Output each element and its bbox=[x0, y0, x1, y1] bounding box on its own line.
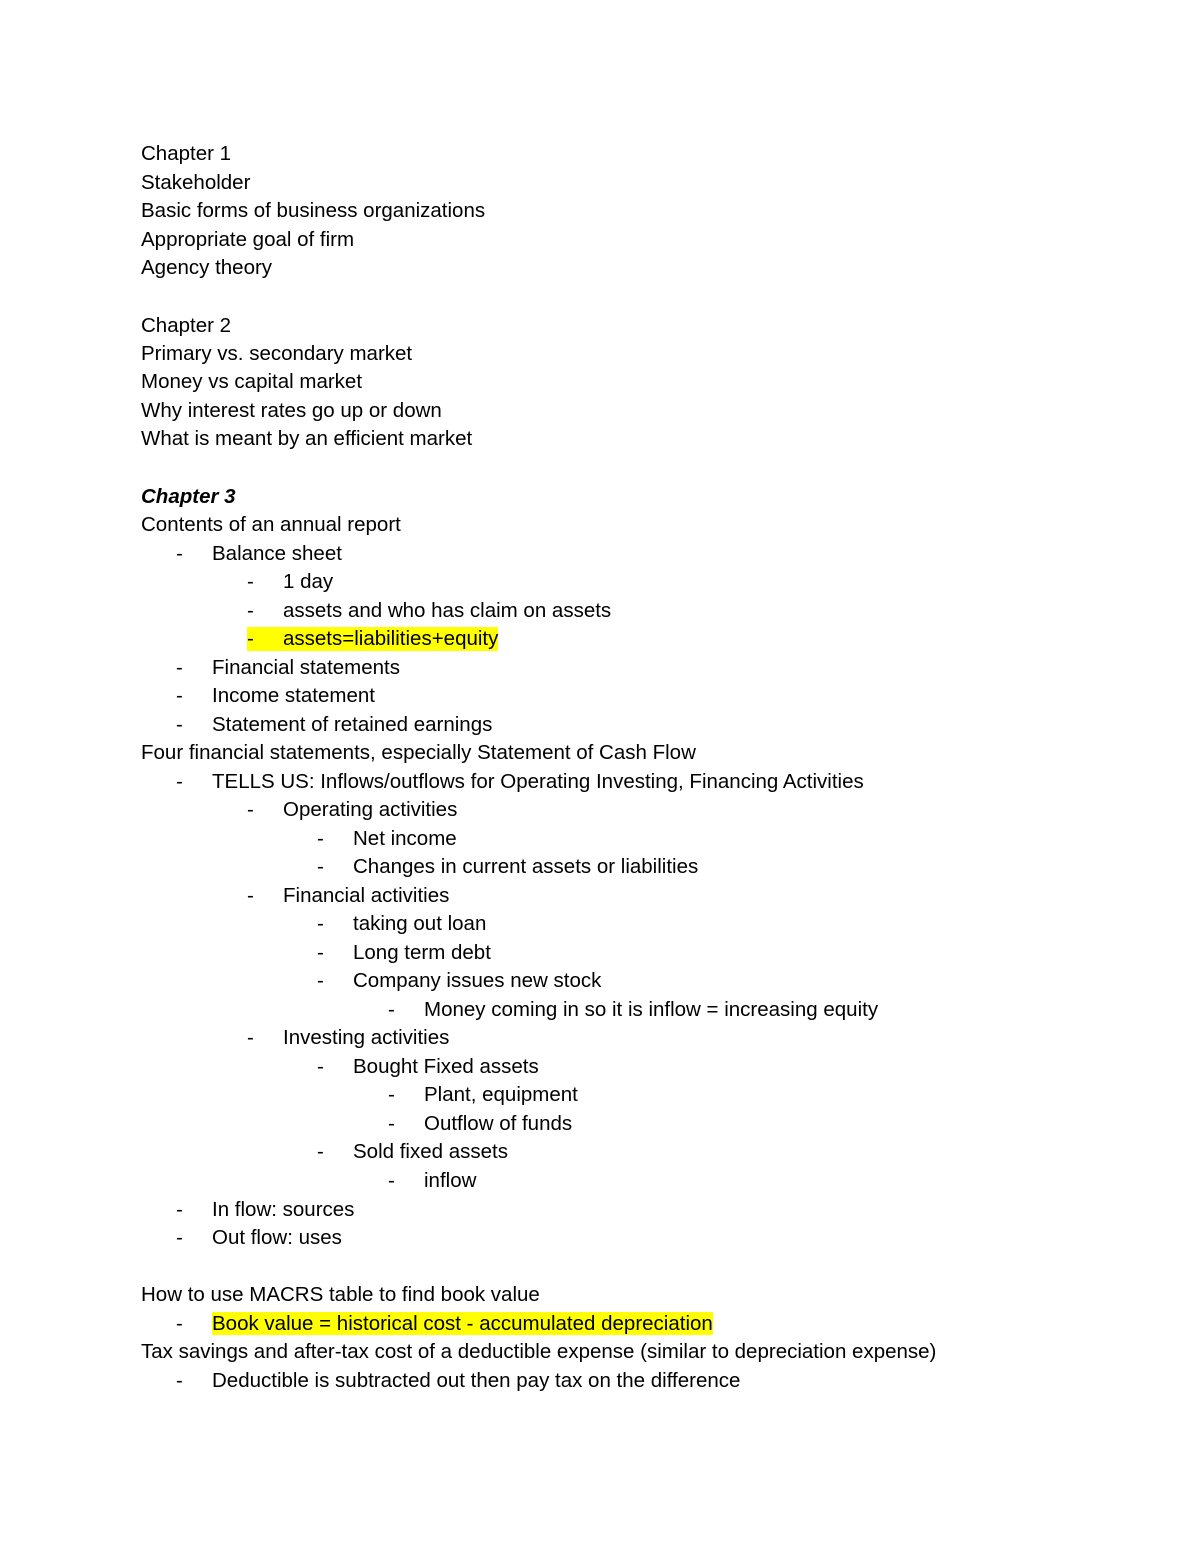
list-item-text: Financial statements bbox=[212, 656, 401, 679]
bullet-dash: - bbox=[247, 798, 254, 821]
list-item-text: Long term debt bbox=[353, 941, 491, 964]
chapter-1-heading: Chapter 1 bbox=[141, 142, 232, 165]
list-item bbox=[317, 969, 601, 993]
bullet-dash: - bbox=[317, 855, 324, 878]
bullet-dash: - bbox=[176, 656, 183, 679]
bullet-dash: - bbox=[317, 827, 324, 850]
list-item-text: 1 day bbox=[283, 570, 334, 593]
bullet-dash: - bbox=[176, 684, 183, 707]
bullet-dash: - bbox=[388, 1083, 395, 1106]
list-item bbox=[176, 542, 342, 566]
chapter-1-item: Basic forms of business organizations bbox=[141, 199, 486, 222]
bullet-dash: - bbox=[317, 912, 324, 935]
bullet-dash: - bbox=[247, 884, 254, 907]
macrs-title: How to use MACRS table to find book value bbox=[141, 1283, 540, 1306]
list-item bbox=[247, 884, 449, 908]
bullet-dash: - bbox=[317, 969, 324, 992]
bullet-dash: - bbox=[176, 1226, 183, 1249]
chapter-2-item: What is meant by an efficient market bbox=[141, 427, 473, 450]
list-item-text: assets and who has claim on assets bbox=[283, 599, 612, 622]
tax-savings-title: Tax savings and after-tax cost of a deductible expense (similar to depreciation expense) bbox=[141, 1340, 937, 1363]
chapter-2-item: Primary vs. secondary market bbox=[141, 342, 413, 365]
balance-sheet-label: Balance sheet bbox=[212, 542, 342, 565]
list-item-text: Plant, equipment bbox=[424, 1083, 578, 1106]
list-item bbox=[247, 1026, 449, 1050]
list-item-text: Sold fixed assets bbox=[353, 1140, 508, 1163]
chapter-2-heading: Chapter 2 bbox=[141, 314, 232, 337]
bullet-dash: - bbox=[388, 998, 395, 1021]
bullet-dash: - bbox=[176, 770, 183, 793]
bullet-dash: - bbox=[317, 941, 324, 964]
list-item bbox=[176, 713, 492, 737]
bullet-dash: - bbox=[176, 542, 183, 565]
list-item-text: Company issues new stock bbox=[353, 969, 602, 992]
bullet-dash: - bbox=[247, 1026, 254, 1049]
list-item bbox=[176, 684, 375, 708]
bullet-dash: - bbox=[388, 1112, 395, 1135]
list-item-text: Outflow of funds bbox=[424, 1112, 573, 1135]
annual-report-title: Contents of an annual report bbox=[141, 513, 401, 536]
list-item bbox=[388, 1169, 476, 1193]
bullet-dash: - bbox=[176, 1369, 183, 1392]
list-item bbox=[176, 656, 400, 680]
four-statements-title: Four financial statements, especially Statement of Cash Flow bbox=[141, 741, 696, 764]
list-item-text: Money coming in so it is inflow = increasing equity bbox=[424, 998, 879, 1021]
list-item-text: taking out loan bbox=[353, 912, 487, 935]
list-item bbox=[176, 1226, 342, 1250]
bullet-dash: - bbox=[317, 1055, 324, 1078]
list-item bbox=[317, 941, 491, 965]
list-item-text: Income statement bbox=[212, 684, 375, 707]
operating-activities-label: Operating activities bbox=[283, 798, 458, 821]
list-item bbox=[317, 1140, 508, 1164]
list-item bbox=[176, 1369, 740, 1393]
list-item bbox=[176, 1198, 354, 1222]
list-item bbox=[247, 798, 457, 822]
chapter-1-item: Stakeholder bbox=[141, 171, 251, 194]
list-item-text: Bought Fixed assets bbox=[353, 1055, 539, 1078]
list-item-text: Changes in current assets or liabilities bbox=[353, 855, 699, 878]
bullet-dash: - bbox=[176, 1312, 183, 1335]
bullet-dash: - bbox=[247, 570, 254, 593]
list-item bbox=[388, 1083, 578, 1107]
bullet-dash: - bbox=[176, 713, 183, 736]
highlighted-book-value-formula: Book value = historical cost - accumulated depreciation bbox=[212, 1312, 713, 1335]
investing-activities-label: Investing activities bbox=[283, 1026, 450, 1049]
chapter-3-heading: Chapter 3 bbox=[141, 485, 236, 508]
list-item bbox=[176, 770, 864, 794]
list-item bbox=[317, 855, 698, 879]
list-item bbox=[247, 599, 611, 623]
list-item-text: Out flow: uses bbox=[212, 1226, 342, 1249]
list-item-text: In flow: sources bbox=[212, 1198, 355, 1221]
bullet-dash: - bbox=[247, 627, 254, 650]
tells-us-text: TELLS US: Inflows/outflows for Operating Investing, Financing Activities bbox=[212, 770, 864, 793]
list-item-text: Net income bbox=[353, 827, 457, 850]
list-item bbox=[317, 827, 457, 851]
bullet-dash: - bbox=[247, 599, 254, 622]
list-item bbox=[247, 570, 333, 594]
chapter-1-item: Appropriate goal of firm bbox=[141, 228, 355, 251]
list-item-text: inflow bbox=[424, 1169, 477, 1192]
list-item-text: assets=liabilities+equity bbox=[283, 627, 499, 650]
bullet-dash: - bbox=[317, 1140, 324, 1163]
list-item bbox=[388, 1112, 572, 1136]
list-item bbox=[317, 1055, 539, 1079]
bullet-dash: - bbox=[176, 1198, 183, 1221]
list-item bbox=[176, 1312, 713, 1336]
list-item-text: Statement of retained earnings bbox=[212, 713, 493, 736]
bullet-dash: - bbox=[388, 1169, 395, 1192]
highlighted-accounting-equation bbox=[247, 627, 498, 651]
chapter-2-item: Money vs capital market bbox=[141, 370, 363, 393]
list-item bbox=[388, 998, 878, 1022]
chapter-1-item: Agency theory bbox=[141, 256, 273, 279]
financial-activities-label: Financial activities bbox=[283, 884, 450, 907]
chapter-2-item: Why interest rates go up or down bbox=[141, 399, 442, 422]
list-item bbox=[317, 912, 486, 936]
list-item-text: Deductible is subtracted out then pay tax on the difference bbox=[212, 1369, 741, 1392]
